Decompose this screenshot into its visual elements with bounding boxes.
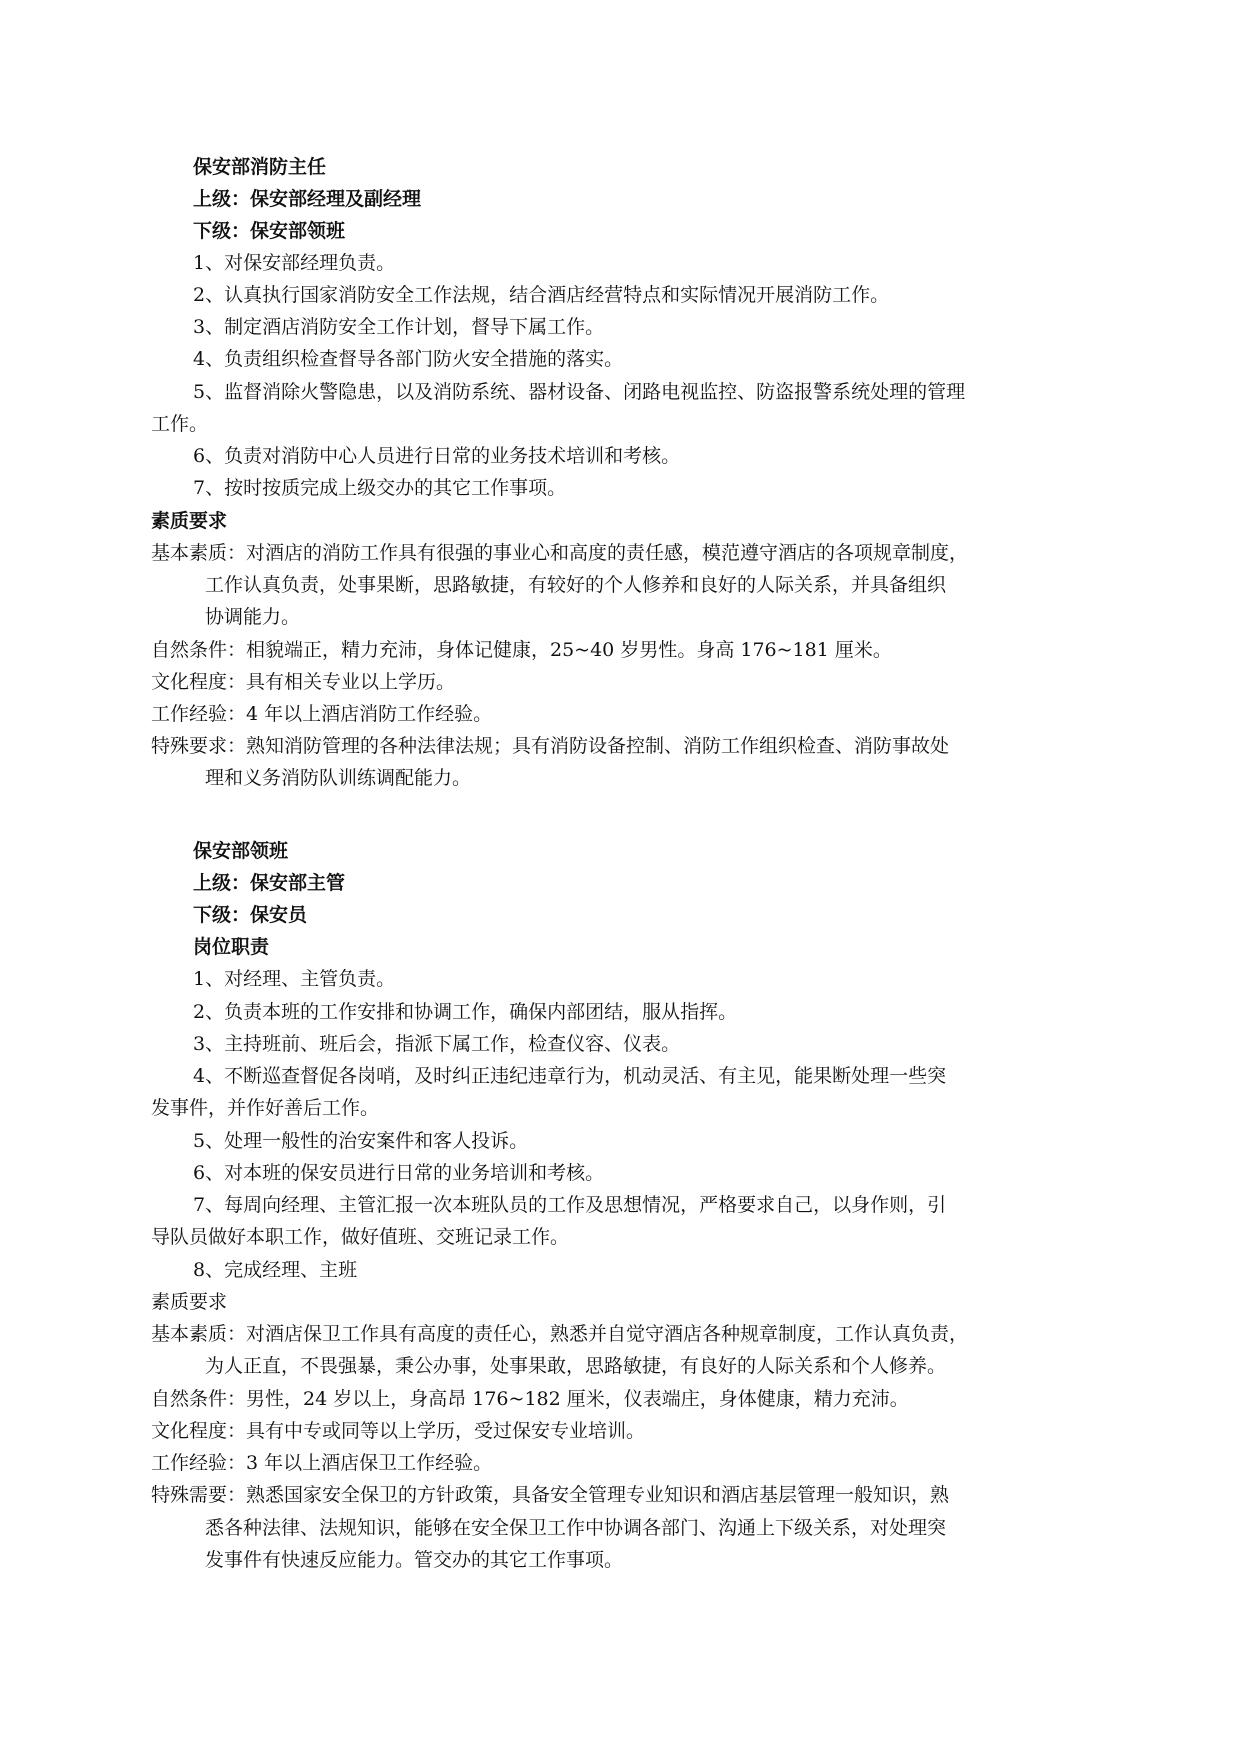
section1-quality-special-cont: 理和义务消防队训练调配能力。 <box>205 767 472 789</box>
section1-quality-education: 文化程度：具有相关专业以上学历。 <box>151 671 456 693</box>
section1-duty-2: 2、认真执行国家消防安全工作法规，结合酒店经营特点和实际情况开展消防工作。 <box>193 284 890 306</box>
section2-duty-7: 7、每周向经理、主管汇报一次本班队员的工作及思想情况，严格要求自己，以身作则，引 <box>193 1194 947 1216</box>
section2-subordinate: 下级：保安员 <box>193 904 308 926</box>
section2-duty-4: 4、不断巡查督促各岗哨，及时纠正违纪违章行为，机动灵活、有主见，能果断处理一些突 <box>193 1065 947 1087</box>
section2-quality-education: 文化程度：具有中专或同等以上学历，受过保安专业培训。 <box>151 1420 646 1442</box>
section2-quality-basic: 基本素质：对酒店保卫工作具有高度的责任心，熟悉并自觉守酒店各种规章制度，工作认真负责， <box>151 1323 969 1345</box>
section2-duty-4-cont: 发事件，并作好善后工作。 <box>151 1097 380 1119</box>
section2-title: 保安部领班 <box>193 840 289 862</box>
section2-quality-special-cont2: 发事件有快速反应能力。管交办的其它工作事项。 <box>205 1549 624 1571</box>
section2-duty-heading: 岗位职责 <box>193 936 270 958</box>
section2-duty-3: 3、主持班前、班后会，指派下属工作，检查仪容、仪表。 <box>193 1033 681 1055</box>
section1-quality-basic: 基本素质：对酒店的消防工作具有很强的事业心和高度的责任感，模范遵守酒店的各项规章制度， <box>151 542 969 564</box>
section1-superior: 上级：保安部经理及副经理 <box>193 188 422 210</box>
section2-quality-special: 特殊需要：熟悉国家安全保卫的方针政策，具备安全管理专业知识和酒店基层管理一般知识，熟 <box>151 1484 950 1506</box>
section1-quality-basic-cont2: 协调能力。 <box>205 606 301 628</box>
section1-duty-5: 5、监督消除火警隐患，以及消防系统、器材设备、闭路电视监控、防盗报警系统处理的管理 <box>193 381 966 403</box>
section1-quality-physical: 自然条件：相貌端正，精力充沛，身体记健康，25~40 岁男性。身高 176~181 厘米。 <box>151 639 892 661</box>
section2-duty-5: 5、处理一般性的治安案件和客人投诉。 <box>193 1130 529 1152</box>
section1-quality-heading: 素质要求 <box>151 510 228 532</box>
section2-quality-special-cont1: 悉各种法律、法规知识，能够在安全保卫工作中协调各部门、沟通上下级关系，对处理突 <box>205 1517 947 1539</box>
section1-duty-7: 7、按时按质完成上级交办的其它工作事项。 <box>193 477 567 499</box>
section1-duty-5-cont: 工作。 <box>151 413 209 435</box>
section2-superior: 上级：保安部主管 <box>193 872 346 894</box>
section1-quality-basic-cont1: 工作认真负责，处事果断，思路敏捷，有较好的个人修养和良好的人际关系，并具备组织 <box>205 574 947 596</box>
section2-duty-6: 6、对本班的保安员进行日常的业务培训和考核。 <box>193 1162 605 1184</box>
section2-quality-experience: 工作经验：3 年以上酒店保卫工作经验。 <box>151 1452 493 1474</box>
section2-duty-1: 1、对经理、主管负责。 <box>193 968 396 990</box>
section2-quality-physical: 自然条件：男性，24 岁以上，身高昂 176~182 厘米，仪表端庄，身体健康，精力充沛。 <box>151 1388 909 1410</box>
section2-duty-2: 2、负责本班的工作安排和协调工作，确保内部团结，服从指挥。 <box>193 1001 738 1023</box>
section1-quality-experience: 工作经验：4 年以上酒店消防工作经验。 <box>151 703 493 725</box>
section2-quality-basic-cont: 为人正直，不畏强暴，秉公办事，处事果敢，思路敏捷，有良好的人际关系和个人修养。 <box>205 1355 947 1377</box>
section1-duty-1: 1、对保安部经理负责。 <box>193 252 396 274</box>
section1-duty-4: 4、负责组织检查督导各部门防火安全措施的落实。 <box>193 348 624 370</box>
section1-quality-special: 特殊要求：熟知消防管理的各种法律法规；具有消防设备控制、消防工作组织检查、消防事故处 <box>151 735 950 757</box>
section1-duty-3: 3、制定酒店消防安全工作计划，督导下属工作。 <box>193 316 605 338</box>
section2-quality-heading: 素质要求 <box>151 1291 228 1313</box>
section2-duty-7-cont: 导队员做好本职工作，做好值班、交班记录工作。 <box>151 1226 570 1248</box>
section1-duty-6: 6、负责对消防中心人员进行日常的业务技术培训和考核。 <box>193 445 681 467</box>
section1-subordinate: 下级：保安部领班 <box>193 220 346 242</box>
section1-title: 保安部消防主任 <box>193 156 327 178</box>
section2-duty-8: 8、完成经理、主班 <box>193 1259 358 1281</box>
